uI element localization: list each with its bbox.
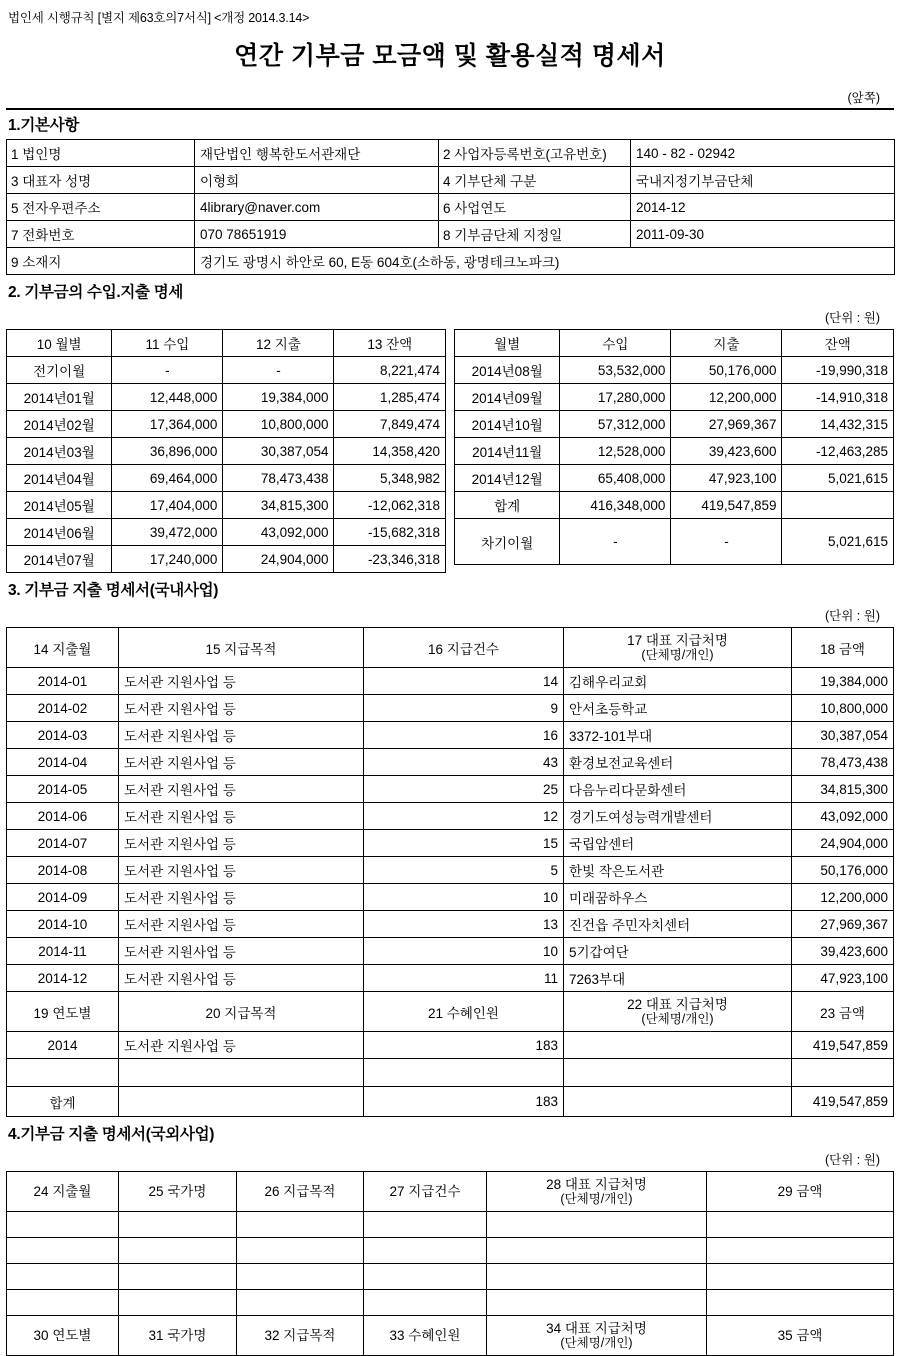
cell-income: 12,528,000 <box>560 438 671 465</box>
cell-count[interactable] <box>364 1212 487 1238</box>
cell-expense: 10,800,000 <box>223 411 334 438</box>
cell-amount: 12,200,000 <box>792 884 894 911</box>
cell-payee <box>564 1059 792 1087</box>
table-row <box>7 248 895 275</box>
cell-payee: 진건읍 주민자치센터 <box>564 911 792 938</box>
cell-amount[interactable] <box>707 1290 894 1316</box>
cell-carryforward-expense: - <box>671 519 782 565</box>
col-header-amount: 18 금액 <box>792 628 894 668</box>
cell-expense-month: 2014-10 <box>7 911 119 938</box>
cell-expense-month[interactable] <box>7 1238 119 1264</box>
field-value-fiscal-year[interactable]: 2014-12 <box>631 194 895 221</box>
cell-expense: 43,092,000 <box>223 519 334 546</box>
section2-heading: 2. 기부금의 수입.지출 명세 <box>8 284 184 301</box>
cell-month: 전기이월 <box>7 357 112 384</box>
table-row <box>7 411 446 438</box>
cell-amount: 19,384,000 <box>792 668 894 695</box>
table-row <box>7 884 894 911</box>
cell-payee[interactable] <box>487 1264 707 1290</box>
cell-expense-month: 2014-04 <box>7 749 119 776</box>
table-row <box>7 492 446 519</box>
cell-expense-month[interactable] <box>7 1212 119 1238</box>
col-header-purpose: 26 지급목적 <box>237 1172 364 1212</box>
field-label-phone: 7 전화번호 <box>7 221 195 248</box>
cell-expense-month: 2014-05 <box>7 776 119 803</box>
cell-amount: 10,800,000 <box>792 695 894 722</box>
cell-payee: 국립암센터 <box>564 830 792 857</box>
field-value-corp-name[interactable]: 재단법인 행복한도서관재단 <box>195 140 439 167</box>
cell-amount: 419,547,859 <box>792 1032 894 1059</box>
cell-balance: 14,432,315 <box>782 411 894 438</box>
table-row <box>7 546 446 573</box>
cell-expense: 12,200,000 <box>671 384 782 411</box>
donation-ledger-table-right <box>454 329 894 565</box>
cell-purpose: 도서관 지원사업 등 <box>119 857 364 884</box>
table-row <box>7 965 894 992</box>
field-value-designation-date[interactable]: 2011-09-30 <box>631 221 895 248</box>
cell-total-purpose <box>119 1087 364 1117</box>
field-label-email: 5 전자우편주소 <box>7 194 195 221</box>
cell-amount: 50,176,000 <box>792 857 894 884</box>
cell-purpose: 도서관 지원사업 등 <box>119 749 364 776</box>
table-row <box>455 357 894 384</box>
basic-info-table <box>6 139 895 275</box>
col-header-expense: 12 지출 <box>223 330 334 357</box>
cell-count: 43 <box>364 749 564 776</box>
cell-purpose: 도서관 지원사업 등 <box>119 1032 364 1059</box>
col-header-payee-main: 34 대표 지급처명 <box>546 1320 647 1336</box>
cell-purpose: 도서관 지원사업 등 <box>119 722 364 749</box>
cell-expense: 50,176,000 <box>671 357 782 384</box>
cell-purpose: 도서관 지원사업 등 <box>119 776 364 803</box>
cell-expense-month: 2014-07 <box>7 830 119 857</box>
cell-count: 16 <box>364 722 564 749</box>
cell-expense: 34,815,300 <box>223 492 334 519</box>
table-row-total <box>7 1087 894 1117</box>
col-header-month: 월별 <box>455 330 560 357</box>
col-header-count: 27 지급건수 <box>364 1172 487 1212</box>
table-row <box>455 465 894 492</box>
col-header-purpose: 32 지급목적 <box>237 1316 364 1356</box>
cell-income: 53,532,000 <box>560 357 671 384</box>
table-row <box>7 911 894 938</box>
table-row <box>7 384 446 411</box>
cell-amount <box>792 1059 894 1087</box>
table-row-summary <box>7 1032 894 1059</box>
cell-income: 39,472,000 <box>112 519 223 546</box>
cell-country[interactable] <box>119 1212 237 1238</box>
col-header-expense: 지출 <box>671 330 782 357</box>
table-row-empty <box>7 1238 894 1264</box>
col-header-payee-sub: (단체명/개인) <box>560 1336 633 1351</box>
table-row <box>7 668 894 695</box>
cell-month: 2014년07월 <box>7 546 112 573</box>
cell-expense: 39,423,600 <box>671 438 782 465</box>
cell-balance: -19,990,318 <box>782 357 894 384</box>
field-label-representative: 3 대표자 성명 <box>7 167 195 194</box>
cell-expense-month: 2014-01 <box>7 668 119 695</box>
cell-month: 2014년02월 <box>7 411 112 438</box>
cell-purpose: 도서관 지원사업 등 <box>119 965 364 992</box>
cell-payee: 5기갑여단 <box>564 938 792 965</box>
cell-balance: 5,021,615 <box>782 465 894 492</box>
cell-carryforward-balance: 5,021,615 <box>782 519 894 565</box>
table-row-carryforward <box>455 519 894 565</box>
field-label-corp-name: 1 법인명 <box>7 140 195 167</box>
cell-expense: - <box>223 357 334 384</box>
field-label-address: 9 소재지 <box>7 248 195 275</box>
col-header-amount: 35 금액 <box>707 1316 894 1356</box>
cell-purpose[interactable] <box>237 1212 364 1238</box>
col-header-expense-month: 14 지출월 <box>7 628 119 668</box>
col-header-expense-month: 24 지출월 <box>7 1172 119 1212</box>
cell-balance: -15,682,318 <box>334 519 446 546</box>
cell-purpose: 도서관 지원사업 등 <box>119 668 364 695</box>
table-header-row <box>7 1172 894 1212</box>
cell-total-beneficiaries: 183 <box>364 1087 564 1117</box>
col-header-balance: 13 잔액 <box>334 330 446 357</box>
col-header-income: 11 수입 <box>112 330 223 357</box>
cell-payee: 3372-101부대 <box>564 722 792 749</box>
cell-income: 57,312,000 <box>560 411 671 438</box>
cell-income: - <box>112 357 223 384</box>
cell-payee: 한빛 작은도서관 <box>564 857 792 884</box>
cell-income: 17,280,000 <box>560 384 671 411</box>
table-header-row <box>7 330 446 357</box>
cell-count: 9 <box>364 695 564 722</box>
cell-month: 2014년05월 <box>7 492 112 519</box>
cell-count[interactable] <box>364 1238 487 1264</box>
table-row <box>7 776 894 803</box>
field-value-address[interactable]: 경기도 광명시 하안로 60, E동 604호(소하동, 광명테크노파크) <box>195 248 895 275</box>
cell-income: 17,240,000 <box>112 546 223 573</box>
cell-payee[interactable] <box>487 1212 707 1238</box>
cell-expense: 19,384,000 <box>223 384 334 411</box>
table-row <box>7 938 894 965</box>
cell-total-payee <box>564 1087 792 1117</box>
cell-amount[interactable] <box>707 1238 894 1264</box>
cell-total-label: 합계 <box>7 1087 119 1117</box>
col-header-payee <box>564 992 792 1032</box>
cell-payee[interactable] <box>487 1290 707 1316</box>
cell-balance: -12,463,285 <box>782 438 894 465</box>
cell-count: 12 <box>364 803 564 830</box>
section3-unit-note: (단위 : 원) <box>825 609 880 623</box>
table-row <box>7 438 446 465</box>
cell-total-balance <box>782 492 894 519</box>
col-header-payee-sub: (단체명/개인) <box>560 1192 633 1207</box>
cell-country[interactable] <box>119 1290 237 1316</box>
cell-expense-month[interactable] <box>7 1290 119 1316</box>
cell-amount: 24,904,000 <box>792 830 894 857</box>
col-header-income: 수입 <box>560 330 671 357</box>
cell-count: 10 <box>364 938 564 965</box>
cell-expense: 78,473,438 <box>223 465 334 492</box>
domestic-expense-table <box>6 627 894 1117</box>
field-label-designation-date: 8 기부금단체 지정일 <box>439 221 631 248</box>
table-row <box>7 140 895 167</box>
cell-month: 2014년08월 <box>455 357 560 384</box>
cell-balance: 7,849,474 <box>334 411 446 438</box>
cell-purpose <box>119 1059 364 1087</box>
cell-payee: 7263부대 <box>564 965 792 992</box>
cell-payee: 미래꿈하우스 <box>564 884 792 911</box>
cell-month: 2014년12월 <box>455 465 560 492</box>
section2-tables-wrapper <box>6 329 894 573</box>
section1-heading: 1.기본사항 <box>6 108 894 139</box>
cell-country[interactable] <box>119 1238 237 1264</box>
cell-income: 12,448,000 <box>112 384 223 411</box>
cell-count: 25 <box>364 776 564 803</box>
cell-expense: 30,387,054 <box>223 438 334 465</box>
col-header-beneficiaries: 33 수혜인원 <box>364 1316 487 1356</box>
table-header-row <box>7 628 894 668</box>
col-header-payee-main: 22 대표 지급처명 <box>627 996 728 1012</box>
col-header-year: 19 연도별 <box>7 992 119 1032</box>
cell-month: 2014년11월 <box>455 438 560 465</box>
cell-count[interactable] <box>364 1264 487 1290</box>
section4-unit-note: (단위 : 원) <box>825 1153 880 1167</box>
cell-expense: 47,923,100 <box>671 465 782 492</box>
cell-beneficiaries: 183 <box>364 1032 564 1059</box>
table-row <box>7 357 446 384</box>
cell-year <box>7 1059 119 1087</box>
cell-count: 13 <box>364 911 564 938</box>
cell-purpose: 도서관 지원사업 등 <box>119 803 364 830</box>
table-row <box>7 749 894 776</box>
cell-count[interactable] <box>364 1290 487 1316</box>
cell-amount: 47,923,100 <box>792 965 894 992</box>
field-value-email[interactable]: 4library@naver.com <box>195 194 439 221</box>
cell-count: 15 <box>364 830 564 857</box>
table-row <box>7 857 894 884</box>
field-value-donation-type[interactable]: 국내지정기부금단체 <box>631 167 895 194</box>
cell-purpose: 도서관 지원사업 등 <box>119 830 364 857</box>
cell-income: 65,408,000 <box>560 465 671 492</box>
table-row <box>455 438 894 465</box>
col-header-amount: 23 금액 <box>792 992 894 1032</box>
col-header-payee <box>487 1172 707 1212</box>
field-label-biz-number: 2 사업자등록번호(고유번호) <box>439 140 631 167</box>
field-value-phone[interactable]: 070 78651919 <box>195 221 439 248</box>
cell-purpose[interactable] <box>237 1264 364 1290</box>
cell-amount: 39,423,600 <box>792 938 894 965</box>
cell-payee[interactable] <box>487 1238 707 1264</box>
table-subheader-row <box>7 992 894 1032</box>
section2-unit-note: (단위 : 원) <box>825 311 880 325</box>
table-row <box>7 722 894 749</box>
cell-payee: 김해우리교회 <box>564 668 792 695</box>
cell-expense-month: 2014-06 <box>7 803 119 830</box>
cell-balance: 1,285,474 <box>334 384 446 411</box>
section2-left-wrapper <box>6 329 446 573</box>
cell-expense-month: 2014-09 <box>7 884 119 911</box>
col-header-count: 16 지급건수 <box>364 628 564 668</box>
cell-count: 11 <box>364 965 564 992</box>
cell-income: 36,896,000 <box>112 438 223 465</box>
section3-heading: 3. 기부금 지출 명세서(국내사업) <box>8 582 219 599</box>
cell-expense-month: 2014-02 <box>7 695 119 722</box>
col-header-payee-sub: (단체명/개인) <box>641 648 714 663</box>
cell-total-label: 합계 <box>455 492 560 519</box>
cell-purpose[interactable] <box>237 1238 364 1264</box>
table-row <box>7 695 894 722</box>
section4-heading: 4.기부금 지출 명세서(국외사업) <box>8 1126 215 1143</box>
col-header-beneficiaries: 21 수혜인원 <box>364 992 564 1032</box>
cell-total-expense: 419,547,859 <box>671 492 782 519</box>
col-header-payee-sub: (단체명/개인) <box>641 1012 714 1027</box>
table-row <box>7 519 446 546</box>
cell-income: 17,404,000 <box>112 492 223 519</box>
cell-expense-month: 2014-11 <box>7 938 119 965</box>
col-header-country: 25 국가명 <box>119 1172 237 1212</box>
cell-balance: 14,358,420 <box>334 438 446 465</box>
cell-carryforward-income: - <box>560 519 671 565</box>
cell-expense-month: 2014-12 <box>7 965 119 992</box>
col-header-country: 31 국가명 <box>119 1316 237 1356</box>
form-code-label: 법인세 시행규칙 [별지 제63호의7서식] <개정 2014.3.14> <box>8 11 310 25</box>
table-row <box>455 384 894 411</box>
cell-month: 2014년10월 <box>455 411 560 438</box>
cell-payee: 다음누리다문화센터 <box>564 776 792 803</box>
cell-total-amount: 419,547,859 <box>792 1087 894 1117</box>
table-row-empty <box>7 1059 894 1087</box>
field-value-representative[interactable]: 이형희 <box>195 167 439 194</box>
table-row <box>7 221 895 248</box>
cell-expense: 27,969,367 <box>671 411 782 438</box>
col-header-payee <box>487 1316 707 1356</box>
cell-income: 69,464,000 <box>112 465 223 492</box>
cell-purpose: 도서관 지원사업 등 <box>119 884 364 911</box>
cell-income: 17,364,000 <box>112 411 223 438</box>
cell-payee: 경기도여성능력개발센터 <box>564 803 792 830</box>
cell-count: 5 <box>364 857 564 884</box>
table-row <box>7 803 894 830</box>
cell-expense: 24,904,000 <box>223 546 334 573</box>
cell-payee <box>564 1032 792 1059</box>
cell-purpose[interactable] <box>237 1290 364 1316</box>
cell-balance: 8,221,474 <box>334 357 446 384</box>
col-header-amount: 29 금액 <box>707 1172 894 1212</box>
cell-amount: 34,815,300 <box>792 776 894 803</box>
cell-month: 2014년04월 <box>7 465 112 492</box>
table-row-empty <box>7 1290 894 1316</box>
cell-count: 14 <box>364 668 564 695</box>
cell-amount[interactable] <box>707 1212 894 1238</box>
table-row <box>7 465 446 492</box>
col-header-year: 30 연도별 <box>7 1316 119 1356</box>
donation-ledger-table-left <box>6 329 446 573</box>
cell-month: 2014년03월 <box>7 438 112 465</box>
cell-expense-month: 2014-03 <box>7 722 119 749</box>
section2-right-wrapper <box>454 329 894 573</box>
table-row-empty <box>7 1212 894 1238</box>
field-label-donation-type: 4 기부단체 구분 <box>439 167 631 194</box>
cell-carryforward-label: 차기이월 <box>455 519 560 565</box>
col-header-balance: 잔액 <box>782 330 894 357</box>
cell-purpose: 도서관 지원사업 등 <box>119 938 364 965</box>
field-label-fiscal-year: 6 사업연도 <box>439 194 631 221</box>
cell-count: 10 <box>364 884 564 911</box>
document-title: 연간 기부금 모금액 및 활용실적 명세서 <box>234 42 666 70</box>
cell-month: 2014년09월 <box>455 384 560 411</box>
table-row <box>7 830 894 857</box>
table-subheader-row <box>7 1316 894 1356</box>
cell-expense-month: 2014-08 <box>7 857 119 884</box>
cell-amount[interactable] <box>707 1264 894 1290</box>
table-row-total <box>455 492 894 519</box>
cell-balance: -14,910,318 <box>782 384 894 411</box>
overseas-blank-rows <box>7 1212 894 1356</box>
overseas-expense-table <box>6 1171 894 1356</box>
table-row <box>7 194 895 221</box>
table-header-row <box>455 330 894 357</box>
cell-month: 2014년06월 <box>7 519 112 546</box>
table-row <box>455 411 894 438</box>
table-row-empty <box>7 1264 894 1290</box>
cell-year: 2014 <box>7 1032 119 1059</box>
col-header-payee <box>564 628 792 668</box>
cell-amount: 78,473,438 <box>792 749 894 776</box>
cell-month: 2014년01월 <box>7 384 112 411</box>
cell-payee: 환경보전교육센터 <box>564 749 792 776</box>
cell-total-income: 416,348,000 <box>560 492 671 519</box>
col-header-payee-main: 28 대표 지급처명 <box>546 1176 647 1192</box>
col-header-purpose: 20 지급목적 <box>119 992 364 1032</box>
field-value-biz-number[interactable]: 140 - 82 - 02942 <box>631 140 895 167</box>
cell-amount: 27,969,367 <box>792 911 894 938</box>
cell-balance: 5,348,982 <box>334 465 446 492</box>
cell-amount: 30,387,054 <box>792 722 894 749</box>
cell-expense-month[interactable] <box>7 1264 119 1290</box>
cell-balance: -23,346,318 <box>334 546 446 573</box>
cell-amount: 43,092,000 <box>792 803 894 830</box>
cell-beneficiaries <box>364 1059 564 1087</box>
cell-country[interactable] <box>119 1264 237 1290</box>
cell-payee: 안서초등학교 <box>564 695 792 722</box>
page-side-note: (앞쪽) <box>847 91 880 105</box>
cell-balance: -12,062,318 <box>334 492 446 519</box>
col-header-month: 10 월별 <box>7 330 112 357</box>
col-header-purpose: 15 지급목적 <box>119 628 364 668</box>
cell-purpose: 도서관 지원사업 등 <box>119 695 364 722</box>
cell-purpose: 도서관 지원사업 등 <box>119 911 364 938</box>
col-header-payee-main: 17 대표 지급처명 <box>627 632 728 648</box>
table-row <box>7 167 895 194</box>
